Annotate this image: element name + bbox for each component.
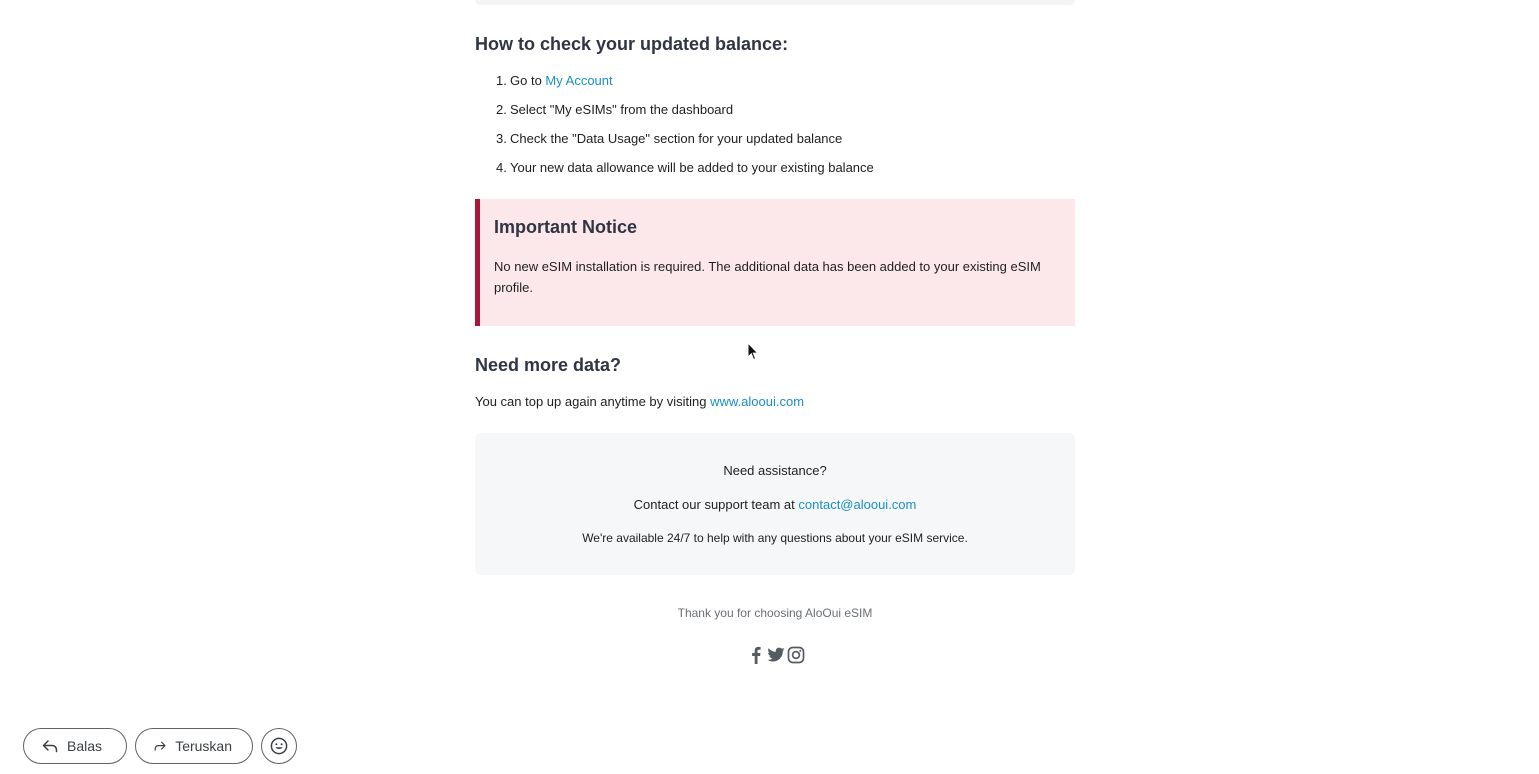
balance-steps-title: How to check your updated balance: [475, 34, 789, 54]
support-box [475, 433, 1075, 575]
forward-button[interactable] [135, 728, 253, 764]
footer-thanks: Thank you for choosing AloOui eSIM [677, 606, 873, 620]
step-number: 1. [496, 73, 507, 88]
support-contact-text: Contact our support team at [633, 497, 799, 512]
notice-text: No new eSIM installation is required. The additional data has been added to your existing eSIM profile. [494, 259, 1041, 295]
step-text: Check the "Data Usage" section for your updated balance [510, 131, 843, 146]
forward-icon [154, 739, 166, 753]
support-contact [475, 497, 1075, 512]
notice-title: Important Notice [494, 217, 638, 237]
reply-icon [42, 739, 58, 753]
important-notice-box [475, 199, 1075, 326]
previous-section-edge [475, 0, 1075, 5]
balance-steps-list [496, 73, 874, 189]
message-actions [23, 728, 297, 764]
my-account-link[interactable]: My Account [545, 73, 613, 88]
support-availability: We're available 24/7 to help with any questions about your eSIM service. [582, 531, 968, 545]
list-item [496, 131, 874, 160]
reply-label: Balas [67, 738, 103, 754]
more-data-prefix: You can top up again anytime by visiting [475, 394, 711, 409]
mouse-cursor-icon [747, 342, 759, 361]
step-text: Go to [510, 73, 546, 88]
step-text: Your new data allowance will be added to your existing balance [510, 160, 874, 175]
twitter-icon[interactable] [767, 645, 786, 665]
step-number: 2. [496, 102, 507, 117]
more-data-text [475, 394, 804, 409]
instagram-icon[interactable] [786, 645, 805, 665]
facebook-icon[interactable] [747, 645, 766, 665]
step-number: 4. [496, 160, 507, 175]
step-number: 3. [496, 131, 507, 146]
reply-button[interactable] [23, 728, 127, 764]
website-link[interactable]: www.alooui.com [710, 394, 805, 409]
smiley-icon [270, 737, 288, 755]
support-heading: Need assistance? [723, 463, 827, 478]
emoji-reaction-button[interactable] [261, 728, 297, 764]
forward-label: Teruskan [175, 738, 232, 754]
more-data-title: Need more data? [475, 355, 622, 375]
step-text: Select "My eSIMs" from the dashboard [510, 102, 734, 117]
social-links [747, 645, 805, 665]
list-item [496, 73, 874, 102]
list-item [496, 102, 874, 131]
support-email-link[interactable]: contact@alooui.com [798, 497, 917, 512]
list-item [496, 160, 874, 189]
